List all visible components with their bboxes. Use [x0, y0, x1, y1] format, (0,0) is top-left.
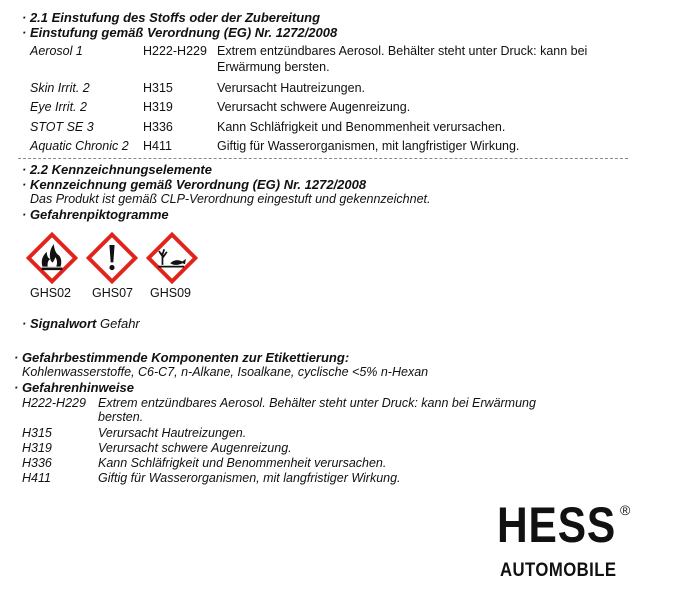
- classification-class: Eye Irrit. 2: [30, 100, 87, 114]
- pictogram-label: GHS09: [150, 286, 191, 300]
- section-2-1-subtitle: · Einstufung gemäß Verordnung (EG) Nr. 1272/2008: [22, 25, 338, 40]
- classification-note: Das Produkt ist gemäß CLP-Verordnung eingestuft und gekennzeichnet.: [30, 192, 431, 206]
- hazard-row: [22, 471, 642, 486]
- pictogram-label: GHS07: [92, 286, 133, 300]
- pictograms-heading: · Gefahrenpiktogramme: [22, 207, 169, 222]
- section-2-2-title: · 2.2 Kennzeichnungselemente: [22, 162, 212, 177]
- signal-word: [22, 316, 140, 331]
- hazard-code: H315: [22, 426, 52, 440]
- classification-text: Giftig für Wasserorganismen, mit langfristiger Wirkung.: [217, 139, 520, 153]
- hazard-row: [22, 426, 642, 441]
- exclamation-icon: [86, 232, 138, 284]
- hazard-code: H222-H229: [22, 396, 86, 410]
- components-heading: · Gefahrbestimmende Komponenten zur Etikettierung:: [14, 350, 350, 365]
- hazard-text-cont: bersten.: [98, 410, 144, 424]
- components-text: Kohlenwasserstoffe, C6-C7, n-Alkane, Isoalkane, cyclische <5% n-Hexan: [22, 365, 429, 379]
- hazard-text: Verursacht Hautreizungen.: [98, 426, 247, 440]
- signal-word-value: Gefahr: [100, 316, 140, 331]
- section-divider: [18, 158, 628, 159]
- classification-code: H336: [143, 120, 173, 134]
- hazard-text: Verursacht schwere Augenreizung.: [98, 441, 292, 455]
- pictogram-label: GHS02: [30, 286, 71, 300]
- classification-code: H222-H229: [143, 44, 207, 58]
- classification-text: Kann Schläfrigkeit und Benommenheit verursachen.: [217, 120, 506, 134]
- hazard-code: H336: [22, 456, 52, 470]
- hazard-text: Kann Schläfrigkeit und Benommenheit verursachen.: [98, 456, 387, 470]
- hazard-text: Giftig für Wasserorganismen, mit langfristiger Wirkung.: [98, 471, 401, 485]
- hazard-row: [22, 456, 642, 471]
- classification-row: [0, 120, 688, 136]
- classification-text: Verursacht schwere Augenreizung.: [217, 100, 411, 114]
- classification-class: Skin Irrit. 2: [30, 81, 90, 95]
- hazard-text: Extrem entzündbares Aerosol. Behälter steht unter Druck: kann bei Erwärmung: [98, 396, 536, 410]
- hazard-row: [22, 396, 642, 426]
- signal-word-label: · Signalwort: [22, 316, 97, 331]
- classification-text-cont: Erwärmung bersten.: [217, 60, 330, 74]
- section-2-1-title: · 2.1 Einstufung des Stoffs oder der Zubereitung: [22, 10, 321, 25]
- registered-mark: ®: [620, 502, 631, 518]
- classification-row: [0, 139, 688, 155]
- environment-icon: [146, 232, 198, 284]
- hess-logo: HESS: [497, 497, 617, 553]
- hazard-code: H319: [22, 441, 52, 455]
- classification-class: Aerosol 1: [30, 44, 83, 58]
- classification-row: [0, 81, 688, 97]
- hazard-code: H411: [22, 471, 51, 485]
- classification-code: H315: [143, 81, 173, 95]
- classification-text: Verursacht Hautreizungen.: [217, 81, 366, 95]
- classification-code: H411: [143, 139, 172, 153]
- classification-row: [0, 44, 688, 76]
- classification-text: Extrem entzündbares Aerosol. Behälter steht unter Druck: kann bei: [217, 44, 588, 58]
- hazard-heading: · Gefahrenhinweise: [14, 380, 134, 395]
- classification-row: [0, 100, 688, 116]
- flame-icon: [26, 232, 78, 284]
- classification-class: Aquatic Chronic 2: [30, 139, 129, 153]
- hazard-row: [22, 441, 642, 456]
- classification-code: H319: [143, 100, 173, 114]
- automobile-wordmark: AUTOMOBILE: [500, 560, 617, 581]
- classification-class: STOT SE 3: [30, 120, 94, 134]
- section-2-2-subtitle: · Kennzeichnung gemäß Verordnung (EG) Nr. 1272/2008: [22, 177, 367, 192]
